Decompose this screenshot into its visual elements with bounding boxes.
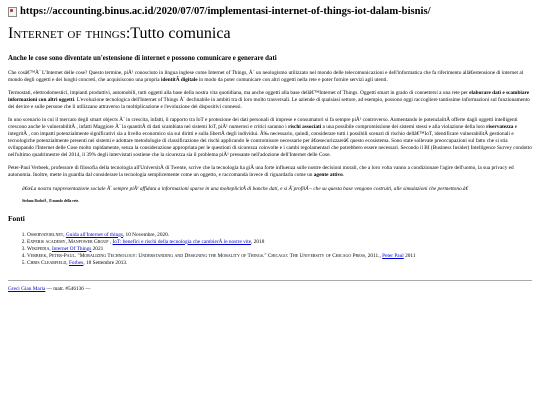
paragraph-3-text-c: e integritÃ , con impatti potenzialmente significativi sia a livello economico sia sui diritti e sulla libertÃ degli individui. Ã‰ necessario, quindi, considerare tutti i possibili scenari di rischio dellâ€™IoT, identificare vulnerabilitÃ gestionali e tecnologiche potenzialmente presenti nei sistemi e adottare metodologie di classificazione dei rischi applicando le contromisure necessarie per â€œsecurizzareâ€ questo ecosistema. Sono state sollevate preoccupazioni sul fatto che si stia sviluppando l'Internet delle Cose molto rapidamente, senza la considerazione appropriata per le questioni di sicurezza coinvolte e i cambi regolamentari che potrebbero essere necessari. Secondo il BI (Business Insider) Intelligence Survey condotto nell'ultimo quadrimestre del 2014, il 39% degli intervistati sostiene che la sicurezza sia il problema piÃ¹ pressante nell'adozione dell'Internet delle Cose. xyxy=(8,124,532,159)
paragraph-3 xyxy=(8,117,532,159)
source-separator: , 2011., xyxy=(365,252,383,259)
source-author: Osservatori.net xyxy=(27,231,64,238)
broken-image-icon xyxy=(8,7,17,17)
quote-attribution: Stefano RodotÃ , Il mondo della rete. xyxy=(22,199,80,204)
source-item xyxy=(27,232,532,239)
paragraph-1-text-a: Che cosâ€™Ã¨ L'Internet delle cose? Questo termine, piÃ¹ conosciuto in lingua inglese come Internet of Things, Ã¨ un neologismo utilizzato nel mondo delle telecomunicazioni e dell'informatica che fa riferimento allâ€estensione di internet al mondo degli oggetti e dei luoghi concreti, che acquisiscono una propria xyxy=(8,70,524,84)
footer xyxy=(8,286,532,293)
header-image-alt-text: https://accounting.binus.ac.id/2020/07/07/implementasi-internet-of-things-iot-dalam-bisnis/ xyxy=(20,6,431,17)
paragraph-1 xyxy=(8,70,532,84)
source-author: Wikipedia xyxy=(27,245,50,252)
source-date: 2011 xyxy=(403,252,416,259)
paragraph-1-text-b: in modo da poter comunicare con altri oggetti nella rete e poter fornire servizi agli utenti. xyxy=(197,77,388,84)
paragraph-2-text-a: Termostati, elettrodomestici, impianti produttivi, automobili, tutti oggetti alla base della nostra vita quotidiana, ma anche oggetti alla base dellâ€™Internet of Things. Oggetti smart in grado di connettersi a una rete per xyxy=(8,90,470,97)
paragraph-3-bold-1: rischi associati xyxy=(288,124,322,131)
paragraph-4 xyxy=(8,165,532,179)
source-date: , 18 Settembre 2013. xyxy=(83,259,128,266)
source-date: , 10 Novembre, 2020. xyxy=(122,231,170,238)
source-link[interactable]: Internet Of Things xyxy=(52,245,92,252)
page-title xyxy=(8,25,532,43)
sources-heading: Fonti xyxy=(8,213,25,223)
source-author: Experis academy, Manpower Group xyxy=(27,238,109,245)
source-item xyxy=(27,253,532,260)
source-separator: , xyxy=(49,245,52,252)
source-separator: , xyxy=(63,231,66,238)
sources-list xyxy=(8,232,532,267)
source-author: Verbeek, Peter-Paul. "Moralizing Technology: Understanding and Designing the Morality of Things." Chicago: The University of Chicago Press xyxy=(27,252,366,259)
source-date: 2021 xyxy=(91,245,104,252)
source-link[interactable]: IoT: benefici e rischi della tecnologia che cambierÃ le nostre vite xyxy=(112,238,252,245)
footer-divider xyxy=(8,280,532,281)
source-item xyxy=(27,239,532,246)
page-title-subtitle: :Tutto comunica xyxy=(125,24,231,42)
source-link[interactable]: Peter Paul xyxy=(382,252,404,259)
quote: â€œLa nostra rappresentazione sociale Ã¨ sempre piÃ¹ affidata a informazioni sparse in una molteplicitÃ di banche dati, e si Ã¨profilÃ¬ che su questa base vengono costruiti, alle simulazioni che permettono.â€ xyxy=(22,186,469,193)
paragraph-2-text-b: . L'evoluzione tecnologica dell'Internet of Things Ã¨ declinabile in ambiti tra di loro molto trasversali. Le aziende di qualsiasi settore, ad esempio, possono oggi raccogliere tantissime informazioni sul funzionamento dei device e sulle persone che li utilizzano attraverso la moltiplicazione e l'evoluzione dei dispositivi connessi. xyxy=(8,97,530,111)
paragraph-2 xyxy=(8,90,532,111)
footer-matriculation: — matr. #546136 — xyxy=(45,285,91,292)
footer-author-link[interactable]: Greci Gian Maria xyxy=(8,285,46,292)
source-item xyxy=(27,246,532,253)
paragraph-2-bold: elaborare dati e scambiare informazioni con altri oggetti xyxy=(8,90,530,104)
paragraph-4-bold: agente attivo xyxy=(313,172,343,179)
page-title-main: Internet of things xyxy=(8,24,126,42)
article-subheading: Anche le cose sono diventate un'estensione di internet e possono comunicare e generare dati xyxy=(8,55,277,63)
header-image xyxy=(8,6,532,18)
paragraph-3-text-a: In uno scenario in cui il mercato degli smart objects Ã¨ in crescita, infatti, il rapporto tra IoT e protezione dei dati personali di imprese e consumatori si fa sempre piÃ¹ controverso. Aumentando le potenzialitÃ offerte dagli oggetti intelligenti crescono anche le vulnerabilitÃ , infatti Maggiore Ã¨ la quantitÃ di dati scambiata nei sistemi IoT, piÃ¹ numerosi e critici saranno i xyxy=(8,117,518,131)
source-date: , 2018 xyxy=(251,238,265,245)
paragraph-4-text-b: . xyxy=(342,172,345,179)
source-item xyxy=(27,260,532,267)
source-author: Chris Clearfield xyxy=(27,259,67,266)
paragraph-3-text-b: a una possibile compromissione dei sistemi stessi e alla violazione della loro xyxy=(321,124,487,131)
paragraph-3-bold-2: riservatezza xyxy=(486,124,514,131)
source-separator: , xyxy=(108,238,113,245)
paragraph-1-bold: identitÃ digitale xyxy=(160,77,198,84)
source-link[interactable]: Forbes xyxy=(68,259,84,266)
paragraph-4-text-a: Peter-Paul Verbeek, professore di filosofia della tecnologia all'UniversitÃ di Twente, scrive che la tecnologia ha giÃ una forte influenza sulle nostre decisioni morali, che a loro volta vanno a condizionare l'agire dell'uomo, la sua privacy ed autonomia. Inoltre, mette in guardia dal considerare la tecnologia semplicemente come un oggetto, e raccomanda invece di riguardarla come un xyxy=(8,165,514,179)
source-separator: , xyxy=(66,259,69,266)
source-link[interactable]: Guida all'Internet of things xyxy=(65,231,123,238)
